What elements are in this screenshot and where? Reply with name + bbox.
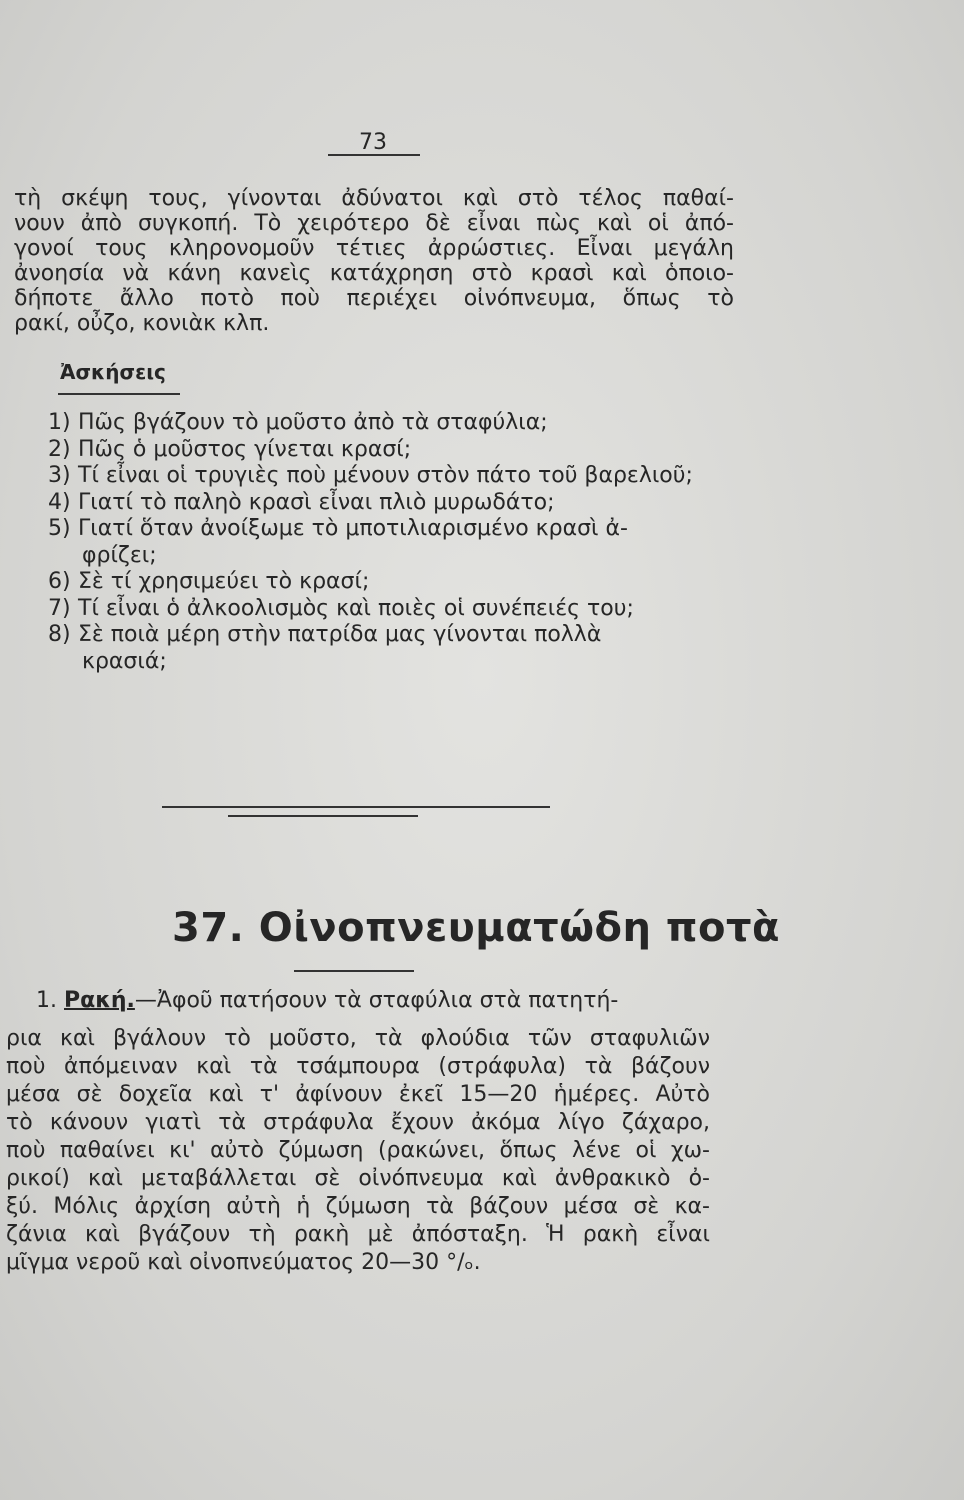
section-number: 1. xyxy=(36,988,57,1013)
exercise-number: 3) xyxy=(48,463,71,488)
body-line: ποὺ ἀπόμειναν καὶ τὰ τσάμπουρα (στράφυλα) τὰ βάζουν xyxy=(6,1054,710,1079)
exercise-item xyxy=(48,596,728,623)
body-line: ξύ. Μόλις ἀρχίση αὐτὴ ἡ ζύμωση τὰ βάζουν μέσα σὲ κα- xyxy=(6,1194,710,1219)
chapter-title: 37. Οἰνοπνευματώδη ποτὰ xyxy=(172,905,780,951)
exercises-heading: Ἀσκήσεις xyxy=(60,360,166,384)
intro-line: νουν ἀπὸ συγκοπή. Τὸ χειρότερο δὲ εἶναι πὼς καὶ οἱ ἀπό- xyxy=(14,211,734,236)
body-line: ρια καὶ βγάλουν τὸ μοῦστο, τὰ φλούδια τῶν σταφυλιῶν xyxy=(6,1026,710,1051)
exercise-number: 6) xyxy=(48,569,71,594)
intro-paragraph xyxy=(14,186,734,336)
intro-line: γονοί τους κληρονομοῦν τέτιες ἀρρώστιες. Εἶναι μεγάλη xyxy=(14,236,734,261)
exercise-number: 4) xyxy=(48,489,71,515)
section-lead-text: —Ἀφοῦ πατήσουν τὰ σταφύλια στὰ πατητή- xyxy=(134,988,619,1013)
intro-line: τὴ σκέψη τους, γίνονται ἀδύνατοι καὶ στὸ τέλος παθαί- xyxy=(14,186,734,211)
exercise-text: Τί εἶναι ὁ ἀλκοολισμὸς καὶ ποιὲς οἱ συνέπειές του; xyxy=(78,595,634,621)
exercise-item xyxy=(48,516,728,543)
intro-line: δήποτε ἄλλο ποτὸ ποὺ περιέχει οἰνόπνευμα, ὅπως τὸ xyxy=(14,286,734,311)
exercise-number: 7) xyxy=(48,595,71,621)
exercise-text: Γιατί τὸ παληὸ κρασὶ εἶναι πλιὸ μυρωδάτο; xyxy=(78,489,555,515)
body-line: μῖγμα νεροῦ καὶ οἰνοπνεύματος 20—30 °/ₒ. xyxy=(6,1250,481,1275)
intro-line: ἀνοησία νὰ κάνη κανεὶς κατάχρηση στὸ κρασὶ καὶ ὁποιο- xyxy=(14,261,734,286)
exercise-item xyxy=(48,437,728,464)
exercise-continuation: κρασιά; xyxy=(82,648,167,674)
exercise-text: Πῶς βγάζουν τὸ μοῦστο ἀπὸ τὰ σταφύλια; xyxy=(78,410,548,435)
exercise-item xyxy=(48,410,728,437)
exercise-item xyxy=(48,622,728,649)
section-lead-line xyxy=(36,988,716,1013)
exercise-text: Πῶς ὁ μοῦστος γίνεται κρασί; xyxy=(78,436,412,462)
section-divider-top xyxy=(162,806,550,808)
body-line: ρικοί) καὶ μεταβάλλεται σὲ οἰνόπνευμα καὶ ἀνθρακικὸ ὀ- xyxy=(6,1166,710,1191)
body-line: ποὺ παθαίνει κι' αὐτὸ ζύμωση (ρακώνει, ὅπως λένε οἱ χω- xyxy=(6,1138,710,1163)
chapter-body xyxy=(6,1025,710,1277)
exercise-item xyxy=(48,463,728,490)
exercise-number: 2) xyxy=(48,436,71,462)
intro-line: ρακί, οὖζο, κονιὰκ κλπ. xyxy=(14,311,270,336)
body-line: τὸ κάνουν γιατὶ τὰ στράφυλα ἔχουν ἀκόμα λίγο ζάχαρο, xyxy=(6,1110,710,1135)
exercise-item xyxy=(48,569,728,596)
page-number-rule xyxy=(328,154,420,156)
exercise-item xyxy=(48,490,728,517)
body-line: μέσα σὲ δοχεῖα καὶ τ' ἀφίνουν ἐκεῖ 15—20 ἡμέρες. Αὐτὸ xyxy=(6,1082,710,1107)
exercise-list xyxy=(48,410,728,675)
exercise-text: Σὲ τί χρησιμεύει τὸ κρασί; xyxy=(78,569,370,594)
body-line: ζάνια καὶ βγάζουν τὴ ρακὴ μὲ ἀπόσταξη. Ἡ ρακὴ εἶναι xyxy=(6,1222,710,1247)
exercise-number: 8) xyxy=(48,622,71,647)
section-divider-bottom xyxy=(228,815,418,817)
exercise-number: 1) xyxy=(48,410,71,435)
exercise-text: Γιατί ὅταν ἀνοίξωμε τὸ μποτιλιαρισμένο κρασὶ ἀ- xyxy=(78,516,628,541)
exercise-continuation: φρίζει; xyxy=(82,542,157,568)
page-number: 73 xyxy=(359,130,387,155)
chapter-title-rule xyxy=(294,970,414,972)
section-label: Ρακή. xyxy=(64,988,135,1013)
exercises-heading-rule xyxy=(58,393,180,395)
exercise-text: Τί εἶναι οἱ τρυγιὲς ποὺ μένουν στὸν πάτο τοῦ βαρελιοῦ; xyxy=(78,463,693,488)
exercise-text: Σὲ ποιὰ μέρη στὴν πατρίδα μας γίνονται πολλὰ xyxy=(78,622,602,647)
exercise-number: 5) xyxy=(48,516,71,541)
